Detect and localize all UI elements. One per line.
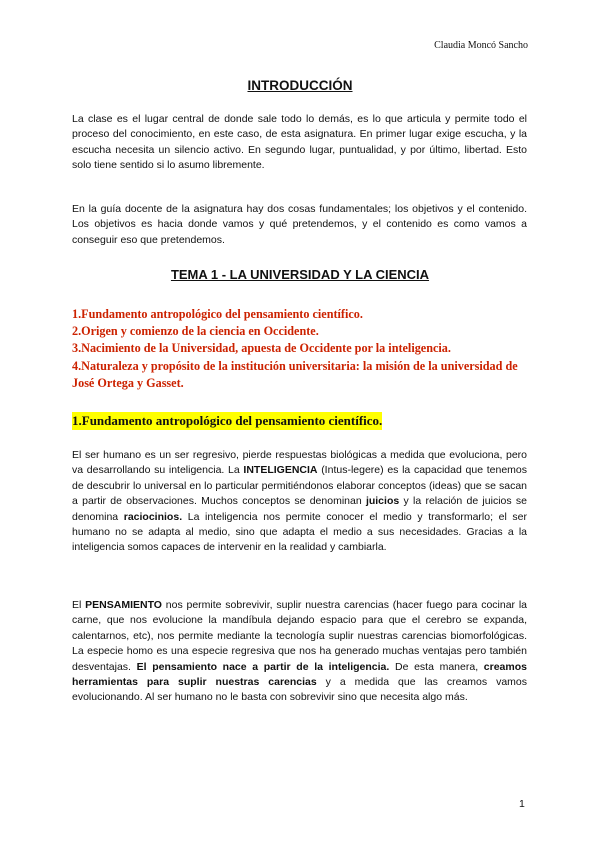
raciocinios-term: raciocinios. (123, 510, 183, 523)
topic-outline (72, 306, 532, 392)
intro-text-1: La clase es el lugar central de donde sale todo lo demás, es lo que articula y permite todo el proceso del conocimiento, en este caso, de esta asignatura. (72, 113, 527, 141)
body-text-6c: nos permite sobrevivir, suplir nuestra carencias (hacer fuego para cocinar la carne, que nos evolucione la mandíbula dejando espacio para que el cerebro se expanda, calentarnos, etc), nos permite mediante la tecnología suplir nuestras carencias biomorfológicas. (72, 599, 528, 642)
body-text-4: La inteligencia nos permite conocer el medio y transformarlo; el ser humano no se adapta al medio, sino que adapta el medio a sus necesidades. (72, 510, 527, 539)
body-text-9a: De esta manera, (394, 660, 484, 673)
inteligencia-term: INTELIGENCIA (243, 464, 318, 477)
intro-text-3: En segundo lugar, puntualidad, y por último, libertad. Esto solo tiene sentido si lo asumo libremente. (72, 143, 527, 172)
body-text-5: Gracias a la inteligencia somos capaces de intervenir en la realidad y cambiarla. (72, 526, 527, 554)
author-header: Claudia Moncó Sancho (434, 40, 528, 51)
outline-item-3: 3.Nacimiento de la Universidad, apuesta de Occidente por la inteligencia. (72, 341, 451, 356)
body-text-9c: y a medida que las creamos vamos evolucionando. Al ser humano no le basta con sobrevivir sino que necesita algo más. (72, 676, 528, 704)
outline-item-2: 2.Origen y comienzo de la ciencia en Occidente. (72, 324, 319, 339)
juicios-term: juicios (365, 495, 400, 508)
section-paragraph-2 (72, 598, 527, 706)
body-text-8: El pensamiento nace a partir de la inteligencia. (136, 660, 390, 673)
section-paragraph-1 (72, 448, 527, 556)
body-text-7: La especie homo es una especie regresiva que nos ha generado muchas ventajas pero también desventajas. (72, 645, 527, 673)
intro-paragraph-1 (72, 112, 527, 174)
outline-item-1: 1.Fundamento antropológico del pensamiento científico. (72, 307, 363, 321)
page-title: INTRODUCCIÓN (247, 78, 353, 93)
body-text-1: El ser humano es un ser regresivo, pierde respuestas biológicas a medida que evoluciona, pero va desarrollando su inteligencia. (72, 449, 527, 477)
intro-text-2: En primer lugar exige escucha, y la escucha necesita un silencio activo. (72, 128, 527, 156)
body-text-3c: y la relación de juicios se denomina (72, 495, 527, 523)
intro-text-4: En la guía docente de la asignatura hay dos cosas fundamentales; los objetivos y el contenido. Los objetivos es hacia donde vamos y qué pretendemos, y el contenido es como vamos a conseguir eso que pretendemos. (72, 203, 527, 246)
pensamiento-term: PENSAMIENTO (85, 599, 162, 611)
page-number: 1 (519, 798, 525, 810)
herramientas-phrase: creamos herramientas para suplir nuestras carencias (72, 660, 527, 689)
body-text-3a: Muchos conceptos se denominan (201, 495, 366, 508)
tema-title: TEMA 1 - LA UNIVERSIDAD Y LA CIENCIA (170, 267, 430, 282)
outline-item-4: 4.Naturaleza y propósito de la institución universitaria: la misión de la universidad de José Ortega y Gasset. (72, 358, 518, 390)
body-text-2c: (Intus-legere) es la capacidad que tenemos de descubrir lo universal en lo particular permitiéndonos elaborar conceptos (ideas) que se sacan a partir de observaciones. (72, 464, 527, 508)
body-text-2a: La (228, 464, 244, 477)
section-heading: 1.Fundamento antropológico del pensamiento científico. (72, 413, 383, 428)
body-text-6 (72, 599, 527, 642)
intro-paragraph-2 (72, 202, 527, 248)
body-text-6a: El (72, 599, 86, 611)
